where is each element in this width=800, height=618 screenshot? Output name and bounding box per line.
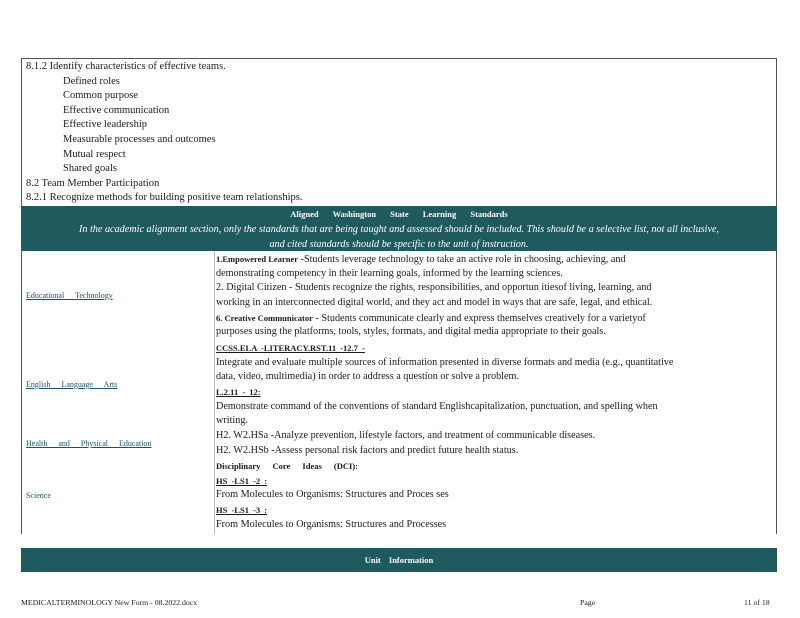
list-item: Measurable processes and outcomes xyxy=(63,133,216,145)
list-item: Effective communication xyxy=(63,104,170,116)
objective-8-2-1: 8.2.1 Recognize methods for building positive team relationships. xyxy=(26,192,303,204)
aligned-standards-header xyxy=(21,206,777,251)
list-item: Defined roles xyxy=(63,75,120,87)
list-item: Mutual respect xyxy=(63,148,126,160)
standard-line: working in an interconnected digital world, and they act and model in ways that are safe, legal, and ethical. xyxy=(216,297,653,309)
standard-line: writing. xyxy=(216,415,248,427)
standard-line: H2. W2.HSb -Assess personal risk factors and predict future health status. xyxy=(216,444,519,456)
list-item: Common purpose xyxy=(63,90,138,102)
objectives-list xyxy=(26,60,302,206)
standard-label: 6. Creative Communicator xyxy=(216,312,313,323)
column-divider xyxy=(214,251,215,534)
aligned-instruction-line-2: and cited standards should be specific to the unit of instruction. xyxy=(269,239,529,250)
subject-science: Science xyxy=(26,491,51,500)
aligned-standards-title: Aligned Washington State Learning Standards xyxy=(290,209,508,219)
dci-heading: Disciplinary Core Ideas (DCI): xyxy=(216,461,358,471)
standard-label: 1.Empowered Learner xyxy=(216,254,298,264)
standards-science xyxy=(216,459,756,532)
standards-health xyxy=(216,429,756,458)
standard-line: 2. Digital Citizen - Students recognize the rights, responsibilities, and opportun itiesof living, learning, and xyxy=(216,282,652,294)
aligned-instruction-line-1: In the academic alignment section, only the standards that are being taught and assessed should be included. This should be a selective list, not all inclusive, xyxy=(78,224,720,235)
standards-educational-technology xyxy=(216,252,756,340)
standard-line: data, video, multimedia) in order to address a question or solve a problem. xyxy=(216,371,519,383)
standard-line: 6. Creative Communicator - Students communicate clearly and express themselves creatively for a varietyof xyxy=(216,312,646,324)
standard-line: purposes using the platforms, tools, styles, formats, and digital media appropriate to their goals. xyxy=(216,326,606,338)
standards-english-language-arts xyxy=(216,341,756,429)
standard-line: H2. W2.HSa -Analyze prevention, lifestyle factors, and treatment of communicable diseases. xyxy=(216,430,596,441)
standard-line: demonstrating competency in their learning goals, informed by the learning sciences. xyxy=(216,267,563,279)
subject-educational-technology[interactable]: Educational Technology xyxy=(26,291,113,300)
subject-english-language-arts[interactable]: English Language Arts xyxy=(26,380,118,389)
standard-code[interactable]: HS -LS1 -3 : xyxy=(216,505,268,516)
footer-page-label: Page xyxy=(580,598,596,607)
standard-code[interactable]: CCSS.ELA -LITERACY.RST.11 -12.7 - xyxy=(216,343,365,353)
list-item: Shared goals xyxy=(63,163,117,175)
unit-information-header: Unit Information xyxy=(21,548,777,572)
subject-health-physical-education[interactable]: Health and Physical Education xyxy=(26,439,152,448)
list-item: Effective leadership xyxy=(63,119,148,131)
footer-document-name: MEDICALTERMINOLOGY New Form - 08.2022.docx xyxy=(21,598,198,607)
standard-line: Demonstrate command of the conventions of standard Englishcapitalization, punctuation, and spelling when xyxy=(216,400,658,412)
objective-8-1-2: 8.1.2 Identify characteristics of effective teams. xyxy=(26,61,226,72)
standard-line: From Molecules to Organisms: Structures and Processes xyxy=(216,518,447,530)
footer-page-number: 11 of 18 xyxy=(744,598,770,607)
standard-line: From Molecules to Organisms: Structures and Proces ses xyxy=(216,489,449,501)
objective-8-2: 8.2 Team Member Participation xyxy=(26,177,160,189)
standard-line: 1.Empowered Learner -Students leverage technology to take an active role in choosing, achieving, and xyxy=(216,254,626,265)
standard-code[interactable]: HS -LS1 -2 : xyxy=(216,475,268,486)
standard-line: Integrate and evaluate multiple sources of information presented in diverse formats and media (e.g., quantitative xyxy=(216,356,674,368)
standard-code[interactable]: L.2.11 - 12: xyxy=(216,387,261,398)
